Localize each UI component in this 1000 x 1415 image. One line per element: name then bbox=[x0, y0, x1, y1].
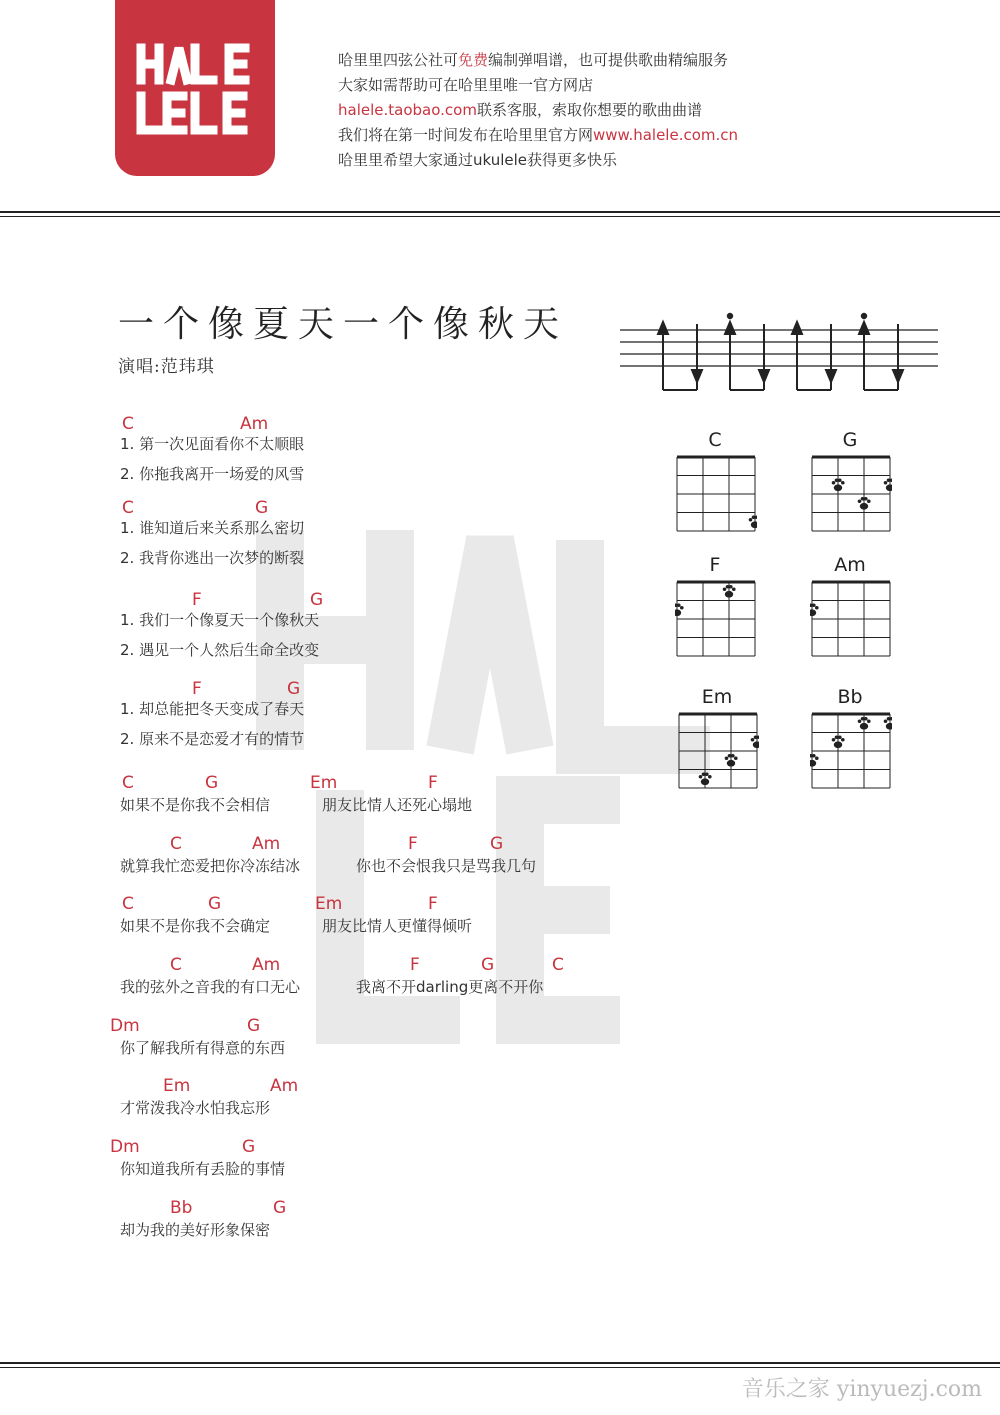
chord-label: G bbox=[287, 679, 301, 699]
footer-watermark: 音乐之家 yinyuezj.com bbox=[741, 1377, 982, 1402]
chord-grid bbox=[675, 455, 757, 533]
lyric-line: 1. 第一次见面看你不太顺眼 bbox=[120, 435, 305, 453]
header-text-segment: 联系客服，索取你想要的歌曲曲谱 bbox=[476, 101, 702, 119]
finger-dot bbox=[832, 735, 845, 748]
chord-diagram-name: Em bbox=[701, 686, 733, 708]
finger-dot bbox=[810, 603, 819, 616]
finger-dot bbox=[723, 585, 736, 598]
finger-dot bbox=[675, 603, 684, 616]
chord-label: F bbox=[410, 955, 420, 975]
lyric-line: 你了解我所有得意的东西 bbox=[120, 1039, 286, 1057]
top-rule-thin bbox=[0, 216, 1000, 217]
chord-label: C bbox=[122, 498, 134, 518]
chord-diagram-name: Am bbox=[834, 554, 866, 576]
chord-label: G bbox=[208, 894, 222, 914]
lyric-line: 却为我的美好形象保密 bbox=[120, 1221, 271, 1239]
chord-grid bbox=[810, 455, 892, 533]
chord-grid bbox=[810, 712, 892, 790]
header-highlight[interactable]: halele.taobao.com bbox=[338, 101, 477, 119]
chord-label: G bbox=[247, 1016, 261, 1036]
top-rule bbox=[0, 211, 1000, 213]
chord-grid bbox=[675, 580, 757, 658]
chord-label: Am bbox=[252, 955, 281, 975]
chord-diagram-name: C bbox=[708, 429, 722, 451]
chord-grid bbox=[677, 712, 759, 790]
chord-label: F bbox=[192, 590, 202, 610]
chord-label: C bbox=[122, 894, 134, 914]
lyric-line: 你也不会恨我只是骂我几句 bbox=[356, 857, 537, 875]
down-arrow bbox=[759, 370, 769, 382]
header-line bbox=[338, 48, 738, 73]
down-arrow bbox=[826, 370, 836, 382]
header-text-segment: 我们将在第一时间发布在哈里里官方网 bbox=[338, 126, 594, 144]
lyric-line: 2. 你拖我离开一场爱的风雪 bbox=[120, 465, 305, 483]
down-arrow bbox=[893, 370, 903, 382]
up-arrow bbox=[792, 322, 802, 334]
chord-label: Am bbox=[240, 414, 269, 434]
chord-label: Am bbox=[270, 1076, 299, 1096]
chord-label: F bbox=[428, 894, 438, 914]
chord-label: C bbox=[122, 414, 134, 434]
chord-diagram-em bbox=[677, 686, 757, 788]
header-text-segment: 编制弹唱谱，也可提供歌曲精编服务 bbox=[488, 51, 729, 69]
lyric-line: 我离不开darling更离不开你 bbox=[356, 978, 544, 996]
chord-label: G bbox=[310, 590, 324, 610]
chord-label: F bbox=[408, 834, 418, 854]
chord-label: G bbox=[205, 773, 219, 793]
halele-logo bbox=[115, 0, 275, 176]
finger-dot bbox=[832, 478, 845, 491]
up-arrow bbox=[725, 322, 735, 334]
chord-label: G bbox=[273, 1198, 287, 1218]
lyric-line: 朋友比情人更懂得倾听 bbox=[322, 917, 473, 935]
chord-label: G bbox=[481, 955, 495, 975]
chord-diagram-am bbox=[810, 554, 890, 656]
header-text-segment: 哈里里希望大家通过ukulele获得更多快乐 bbox=[338, 151, 618, 169]
finger-dot bbox=[858, 717, 871, 730]
finger-dot bbox=[749, 515, 757, 528]
chord-label: G bbox=[255, 498, 269, 518]
chord-label: Em bbox=[310, 773, 338, 793]
chord-label: Em bbox=[163, 1076, 191, 1096]
header-line bbox=[338, 148, 738, 173]
finger-dot bbox=[884, 717, 892, 730]
lyric-line: 1. 谁知道后来关系那么密切 bbox=[120, 519, 305, 537]
lyric-line: 我的弦外之音我的有口无心 bbox=[120, 978, 301, 996]
chord-label: Em bbox=[315, 894, 343, 914]
chord-grid bbox=[810, 580, 892, 658]
chord-label: F bbox=[192, 679, 202, 699]
chord-label: G bbox=[490, 834, 504, 854]
header-text-segment: 哈里里四弦公社可 bbox=[338, 51, 459, 69]
lyric-line: 如果不是你我不会确定 bbox=[120, 917, 271, 935]
finger-dot bbox=[884, 478, 892, 491]
chord-diagram-name: Bb bbox=[837, 686, 863, 708]
header-line bbox=[338, 123, 738, 148]
chord-label: Bb bbox=[170, 1198, 193, 1218]
chord-diagram-name: G bbox=[842, 429, 858, 451]
chord-label: C bbox=[170, 834, 182, 854]
accent-dot bbox=[862, 314, 866, 318]
header-line bbox=[338, 98, 738, 123]
accent-dot bbox=[728, 314, 732, 318]
header-highlight[interactable]: www.halele.com.cn bbox=[593, 126, 739, 144]
chord-label: C bbox=[170, 955, 182, 975]
lyric-line: 1. 我们一个像夏天一个像秋天 bbox=[120, 611, 320, 629]
chord-label: Am bbox=[252, 834, 281, 854]
finger-dot bbox=[699, 772, 712, 785]
header-text-segment: 大家如需帮助可在哈里里唯一官方网店 bbox=[338, 76, 594, 94]
chord-diagram-bb bbox=[810, 686, 890, 788]
up-arrow bbox=[859, 322, 869, 334]
lyric-line: 才常泼我冷水怕我忘形 bbox=[120, 1099, 271, 1117]
chord-diagram-c bbox=[675, 429, 755, 531]
lyric-line: 就算我忙恋爱把你冷冻结冰 bbox=[120, 857, 301, 875]
chord-label: C bbox=[122, 773, 134, 793]
chord-diagram-name: F bbox=[709, 554, 721, 576]
chord-diagram-g bbox=[810, 429, 890, 531]
finger-dot bbox=[858, 497, 871, 510]
chord-label: G bbox=[242, 1137, 256, 1157]
halele-logo-mark bbox=[133, 40, 257, 140]
lyric-line: 如果不是你我不会相信 bbox=[120, 796, 271, 814]
chord-label: Dm bbox=[110, 1016, 140, 1036]
bottom-rule-thin bbox=[0, 1367, 1000, 1368]
finger-dot bbox=[810, 754, 819, 767]
chord-label: C bbox=[552, 955, 564, 975]
lyric-line: 2. 遇见一个人然后生命全改变 bbox=[120, 641, 320, 659]
chord-label: F bbox=[428, 773, 438, 793]
header-line bbox=[338, 73, 738, 98]
lyric-line: 2. 原来不是恋爱才有的情节 bbox=[120, 730, 305, 748]
up-arrow bbox=[658, 322, 668, 334]
lyric-line: 朋友比情人还死心塌地 bbox=[322, 796, 473, 814]
song-singer: 演唱:范玮琪 bbox=[118, 357, 215, 377]
header-highlight: 免费 bbox=[458, 51, 489, 69]
lyric-line: 1. 却总能把冬天变成了春天 bbox=[120, 700, 305, 718]
chord-diagram-f bbox=[675, 554, 755, 656]
finger-dot bbox=[725, 754, 738, 767]
bottom-rule bbox=[0, 1362, 1000, 1364]
song-title: 一个像夏天一个像秋天 bbox=[118, 304, 569, 345]
finger-dot bbox=[751, 735, 759, 748]
chord-label: Dm bbox=[110, 1137, 140, 1157]
lyric-line: 2. 我背你逃出一次梦的断裂 bbox=[120, 549, 305, 567]
lyric-line: 你知道我所有丢脸的事情 bbox=[120, 1160, 286, 1178]
down-arrow bbox=[692, 370, 702, 382]
strum-pattern bbox=[620, 312, 940, 392]
header-info bbox=[338, 48, 738, 173]
